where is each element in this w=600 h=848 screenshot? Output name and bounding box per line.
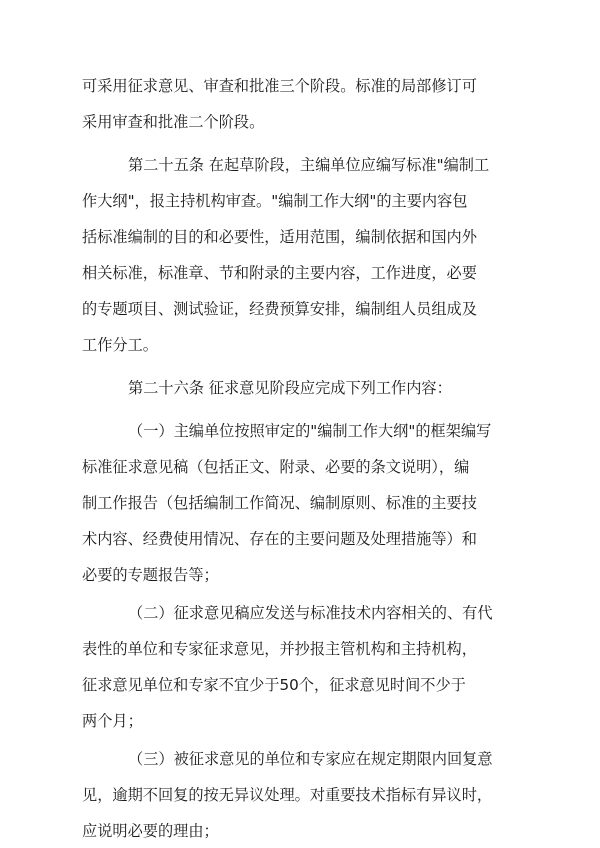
text-line: 见，逾期不回复的按无异议处理。对重要技术指标有异议时， [82, 786, 493, 804]
article-26-heading-line: 第二十六条 征求意见阶段应完成下列工作内容： [128, 379, 452, 397]
text-line: 作大纲"，报主持机构审查。"编制工作大纲"的主要内容包 [82, 192, 468, 210]
text-line: 工作分工。 [82, 336, 158, 354]
text-line: 括标准编制的目的和必要性，适用范围，编制依据和国内外 [82, 228, 477, 246]
text-line: 采用审查和批准二个阶段。 [82, 113, 265, 131]
text-line: 征求意见单位和专家不宜少于50个，征求意见时间不少于 [82, 676, 466, 694]
article-25-heading-line: 第二十五条 在起草阶段，主编单位应编写标准"编制工 [128, 156, 490, 174]
text-line: 两个月； [82, 712, 143, 730]
text-line: 表性的单位和专家征求意见，并抄报主管机构和主持机构， [82, 640, 477, 658]
text-line: 必要的专题报告等； [82, 566, 219, 584]
text-line: 制工作报告（包括编制工作简况、编制原则、标准的主要技 [82, 494, 477, 512]
text-line: 相关标准，标准章、节和附录的主要内容，工作进度，必要 [82, 264, 477, 282]
item-2-line: （二）征求意见稿应发送与标准技术内容相关的、有代 [128, 604, 493, 622]
text-line: 术内容、经费使用情况、存在的主要问题及处理措施等）和 [82, 530, 477, 548]
text-line: 可采用征求意见、审查和批准三个阶段。标准的局部修订可 [82, 77, 477, 95]
item-1-line: （一）主编单位按照审定的"编制工作大纲"的框架编写 [128, 422, 492, 440]
item-3-line: （三）被征求意见的单位和专家应在规定期限内回复意 [128, 750, 493, 768]
text-line: 应说明必要的理由； [82, 822, 219, 840]
text-line: 的专题项目、测试验证，经费预算安排，编制组人员组成及 [82, 300, 477, 318]
text-line: 标准征求意见稿（包括正文、附录、必要的条文说明），编 [82, 458, 470, 476]
